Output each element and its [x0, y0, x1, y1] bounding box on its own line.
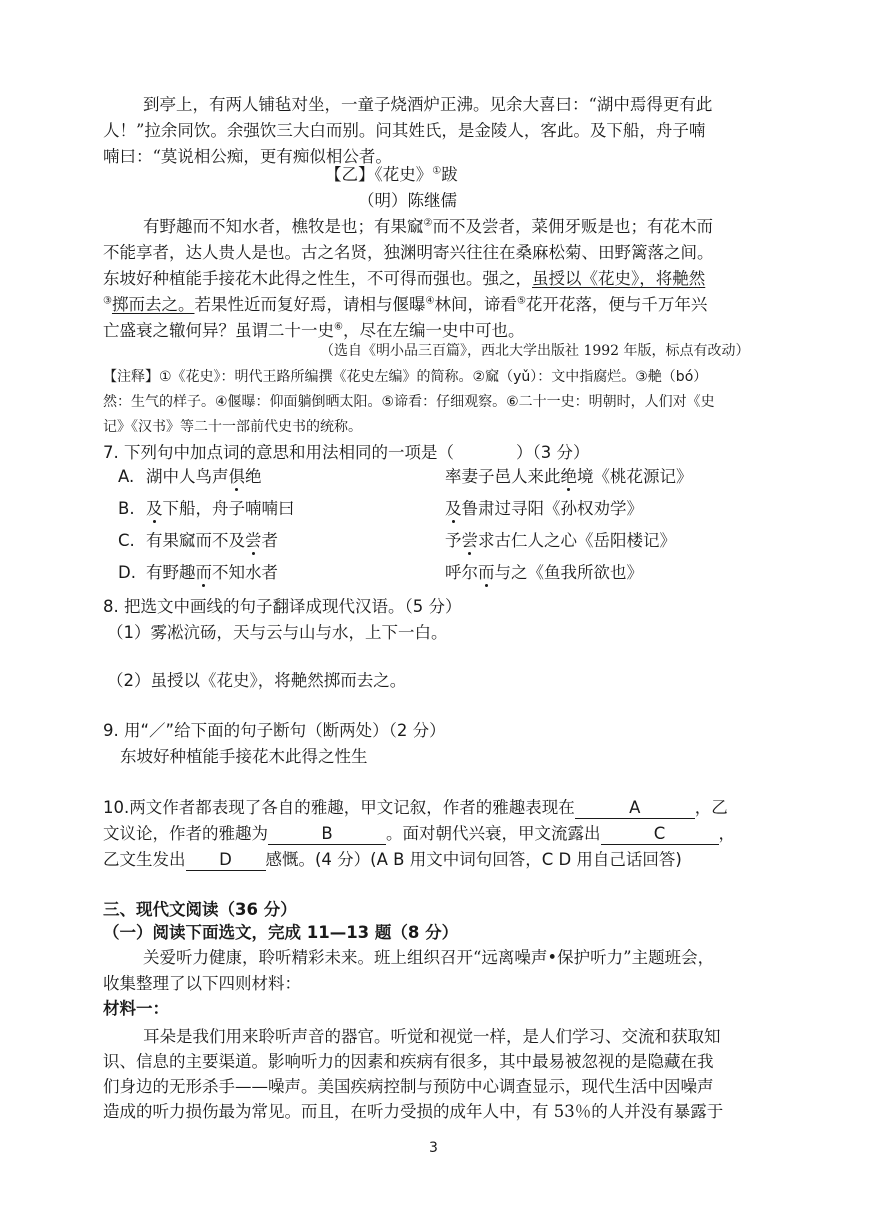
annotation-line: 【注释】①《花史》：明代王路所编撰《花史左编》的简称。②窳（yǔ）：文中指腐烂。③艴（bó）	[103, 369, 708, 385]
answer-blank-c[interactable]: C	[601, 824, 719, 845]
option-text: 率妻子邑人来此	[445, 467, 561, 486]
passage-a-line: 喃曰：“莫说相公痴，更有痴似相公者。	[103, 147, 392, 166]
dotted-word: 绝	[560, 467, 577, 486]
material-1-label: 材料一：	[103, 999, 169, 1018]
passage-b-line: 有野趣而不知水者，樵牧是也；有果窳②而不及尝者，菜佣牙贩是也；有花木而	[143, 217, 713, 236]
q7-option-compare	[445, 560, 643, 586]
dotted-word: 而	[478, 563, 495, 582]
option-text: 予	[445, 531, 462, 550]
underlined-sentence: 掷而去之。	[111, 295, 195, 314]
passage-a-line: 人！”拉余同饮。余强饮三大白而别。问其姓氏，是金陵人，客此。及下船，舟子喃	[103, 121, 706, 140]
option-letter: B.	[118, 499, 135, 518]
underlined-sentence: 虽授以《花史》，将艴然	[532, 269, 706, 288]
option-text: 有野趣	[146, 563, 196, 582]
passage-b-line: 亡盛衰之辙何异？虽谓二十一史⑥，尽在左编一史中可也。	[103, 321, 525, 340]
option-text: 求古仁人之心《岳阳楼记》	[478, 531, 676, 550]
answer-blank-d[interactable]: D	[186, 850, 266, 871]
question-7-stem: 7. 下列句中加点词的意思和用法相同的一项是（ ）（3 分）	[103, 443, 590, 462]
passage-b-line: ③掷而去之。若果性近而复好焉，请相与偃曝④林间，谛看⑤花开花落，便与千万年兴	[103, 295, 708, 314]
q7-option-compare	[445, 528, 676, 554]
question-9-stem: 9. 用“／”给下面的句子断句（断两处）（2 分）	[103, 721, 446, 740]
annotation-line: 记》《汉书》等二十一部前代史书的统称。	[103, 419, 362, 435]
annotation-line: 然：生气的样子。④偃曝：仰面躺倒晒太阳。⑤谛看：仔细观察。⑥二十一史：明朝时，人们对《史	[103, 394, 715, 410]
question-8-item-2: （2）虽授以《花史》，将艴然掷而去之。	[107, 671, 407, 690]
passage-b-source: （选自《明小品三百篇》，西北大学出版社 1992 年版，标点有改动）	[320, 343, 750, 359]
q7-option[interactable]	[118, 464, 262, 490]
option-text: 者	[261, 531, 278, 550]
material-1-line: 识、信息的主要渠道。影响听力的因素和疾病有很多，其中最易被忽视的是隐藏在我	[103, 1052, 714, 1071]
q7-option[interactable]	[118, 528, 278, 554]
q7-option[interactable]	[118, 496, 295, 522]
passage-b-title: 【乙】《花史》①跋	[325, 165, 458, 184]
page-number: 3	[429, 1140, 438, 1156]
option-letter: A.	[118, 467, 135, 486]
question-8-stem: 8. 把选文中画线的句子翻译成现代汉语。（5 分）	[103, 597, 462, 616]
option-text: 呼尔	[445, 563, 478, 582]
option-letter: D.	[118, 563, 136, 582]
option-text: 下船，舟子喃喃曰	[162, 499, 295, 518]
answer-blank-b[interactable]: B	[268, 824, 386, 845]
q7-option-compare	[445, 496, 643, 522]
dotted-word: 及	[445, 499, 462, 518]
section-3-title: 三、现代文阅读（36 分）	[103, 900, 297, 919]
passage-b-line: 东坡好种植能手接花木此得之性生，不可得而强也。强之，虽授以《花史》，将艴然	[103, 269, 706, 288]
option-text: 湖中人鸟声	[146, 467, 229, 486]
material-1-line: 们身边的无形杀手——噪声。美国疾病控制与预防中心调查显示，现代生活中因噪声	[103, 1077, 714, 1096]
dotted-word: 尝	[245, 531, 262, 550]
option-letter: C.	[118, 531, 135, 550]
dotted-word: 及	[146, 499, 163, 518]
answer-blank-a[interactable]: A	[575, 798, 695, 819]
dotted-word: 而	[195, 563, 212, 582]
q7-option[interactable]	[118, 560, 278, 586]
material-1-line: 耳朵是我们用来聆听声音的器官。听觉和视觉一样，是人们学习、交流和获取知	[143, 1027, 721, 1046]
option-text: 与之《鱼我所欲也》	[494, 563, 643, 582]
question-10-line: 乙文生发出 D 感慨。(4 分）(A B 用文中词句回答，C D 用自己话回答)	[103, 850, 682, 869]
question-9-sentence: 东坡好种植能手接花木此得之性生	[120, 747, 368, 766]
q7-option-compare	[445, 464, 693, 490]
passage-b-author: （明）陈继儒	[358, 191, 457, 210]
dotted-word: 尝	[461, 531, 478, 550]
section-3-subtitle: （一）阅读下面选文，完成 11—13 题（8 分）	[103, 923, 459, 942]
section-3-intro: 收集整理了以下四则材料：	[103, 974, 301, 993]
option-text: 不知水者	[212, 563, 278, 582]
option-text: 绝	[245, 467, 262, 486]
question-8-item-1: （1）雾凇沆砀，天与云与山与水，上下一白。	[107, 623, 448, 642]
dotted-word: 俱	[228, 467, 245, 486]
option-text: 境《桃花源记》	[577, 467, 693, 486]
section-3-intro: 关爱听力健康，聆听精彩未来。班上组织召开“远离噪声•保护听力”主题班会，	[143, 948, 715, 967]
option-text: 鲁肃过寻阳《孙权劝学》	[461, 499, 643, 518]
passage-a-line: 到亭上，有两人铺毡对坐，一童子烧酒炉正沸。见余大喜曰：“湖中焉得更有此	[143, 95, 713, 114]
passage-b-line: 不能享者，达人贵人是也。古之名贤，独渊明寄兴往往在桑麻松菊、田野篱落之间。	[103, 243, 714, 262]
question-10-line: 10.两文作者都表现了各自的雅趣，甲文记叙，作者的雅趣表现在 A ，乙	[103, 798, 728, 817]
option-text: 有果窳而不及	[146, 531, 245, 550]
material-1-line: 造成的听力损伤最为常见。而且，在听力受损的成年人中，有 53％的人并没有暴露于	[103, 1102, 724, 1121]
question-10-line: 文议论，作者的雅趣为 B 。面对朝代兴衰，甲文流露出 C ，	[103, 824, 735, 843]
